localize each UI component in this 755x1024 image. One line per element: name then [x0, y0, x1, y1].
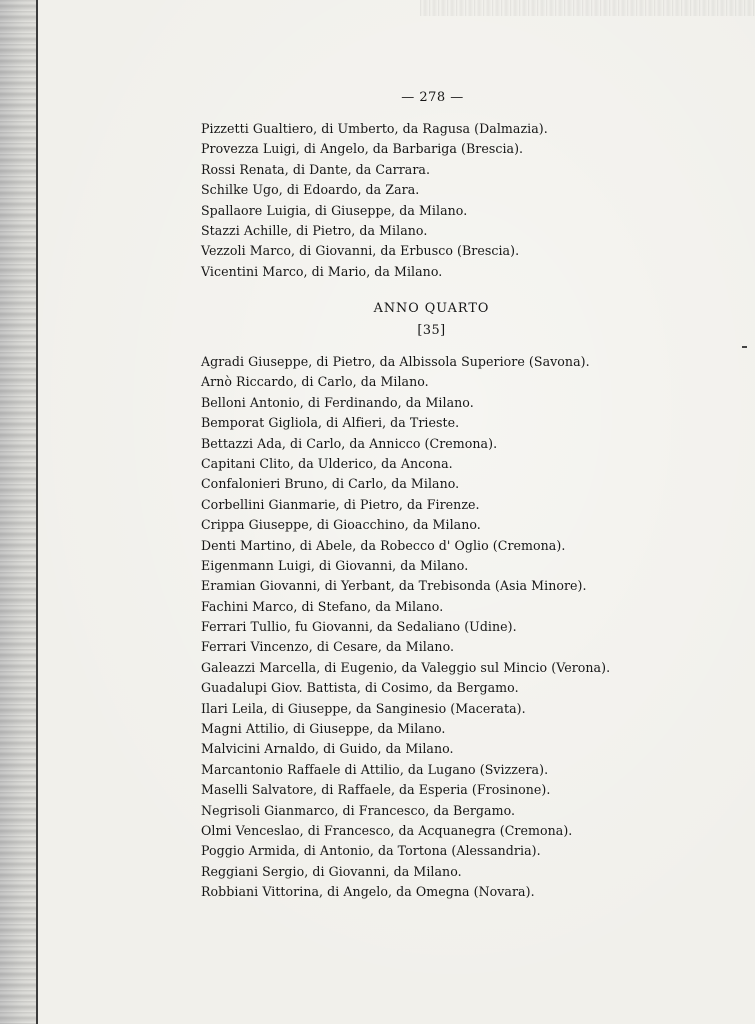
student-entry: Belloni Antonio, di Ferdinando, da Milano. [201, 394, 474, 410]
student-entry: Schilke Ugo, di Edoardo, da Zara. [201, 182, 420, 198]
student-entry: Denti Martino, di Abele, da Robecco d' Oglio (Cremona). [201, 537, 566, 553]
student-entry: Malvicini Arnaldo, di Guido, da Milano. [201, 741, 454, 757]
student-entry: Bemporat Gigliola, di Alfieri, da Trieste. [201, 415, 460, 431]
student-entry: Vezzoli Marco, di Giovanni, da Erbusco (Brescia). [201, 243, 520, 259]
student-list-year-three [201, 119, 548, 282]
student-entry: Crippa Giuseppe, di Gioacchino, da Milano. [201, 517, 481, 533]
student-entry: Maselli Salvatore, di Raffaele, da Esperia (Frosinone). [201, 782, 551, 798]
student-entry: Bettazzi Ada, di Carlo, da Annicco (Cremona). [201, 435, 498, 451]
student-entry: Corbellini Gianmarie, di Pietro, da Firenze. [201, 496, 480, 512]
student-entry: Spallaore Luigia, di Giuseppe, da Milano. [201, 202, 468, 218]
student-entry: Agradi Giuseppe, di Pietro, da Albissola Superiore (Savona). [201, 354, 590, 369]
student-entry: Vicentini Marco, di Mario, da Milano. [201, 263, 443, 279]
book-binding-edge [0, 0, 38, 1024]
student-entry: Fachini Marco, di Stefano, da Milano. [201, 598, 444, 614]
student-entry: Galeazzi Marcella, di Eugenio, da Valeggio sul Mincio (Verona). [201, 659, 611, 675]
page-number: — 278 — [401, 90, 464, 105]
student-entry: Poggio Armida, di Antonio, da Tortona (Alessandria). [201, 843, 541, 859]
student-entry: Ilari Leila, di Giuseppe, da Sanginesio (Macerata). [201, 700, 526, 716]
student-entry: Guadalupi Giov. Battista, di Cosimo, da Bergamo. [201, 680, 519, 696]
student-entry: Marcantonio Raffaele di Attilio, da Lugano (Svizzera). [201, 761, 549, 777]
student-entry: Pizzetti Gualtiero, di Umberto, da Ragusa (Dalmazia). [201, 121, 548, 136]
student-entry: Eigenmann Luigi, di Giovanni, da Milano. [201, 557, 469, 573]
student-list-year-four [201, 352, 610, 903]
student-entry: Eramian Giovanni, di Yerbant, da Trebisonda (Asia Minore). [201, 578, 587, 594]
student-entry: Ferrari Tullio, fu Giovanni, da Sedaliano (Udine). [201, 619, 517, 635]
student-entry: Capitani Clito, da Ulderico, da Ancona. [201, 455, 453, 471]
student-entry: Olmi Venceslao, di Francesco, da Acquanegra (Cremona). [201, 822, 573, 838]
student-entry: Negrisoli Gianmarco, di Francesco, da Bergamo. [201, 802, 516, 818]
student-entry: Robbiani Vittorina, di Angelo, da Omegna (Novara). [201, 884, 535, 900]
margin-mark [742, 346, 747, 348]
student-entry: Provezza Luigi, di Angelo, da Barbariga (Brescia). [201, 141, 524, 157]
student-entry: Magni Attilio, di Giuseppe, da Milano. [201, 721, 446, 737]
student-entry: Stazzi Achille, di Pietro, da Milano. [201, 222, 428, 238]
section-heading: ANNO QUARTO [373, 301, 490, 316]
scan-noise [420, 0, 755, 16]
student-entry: Arnò Riccardo, di Carlo, da Milano. [201, 374, 429, 390]
section-student-count: [35] [417, 323, 446, 338]
student-entry: Ferrari Vincenzo, di Cesare, da Milano. [201, 639, 455, 655]
binding-shadow-line [36, 0, 38, 1024]
student-entry: Reggiani Sergio, di Giovanni, da Milano. [201, 863, 462, 879]
student-entry: Confalonieri Bruno, di Carlo, da Milano. [201, 476, 460, 492]
student-entry: Rossi Renata, di Dante, da Carrara. [201, 161, 431, 177]
